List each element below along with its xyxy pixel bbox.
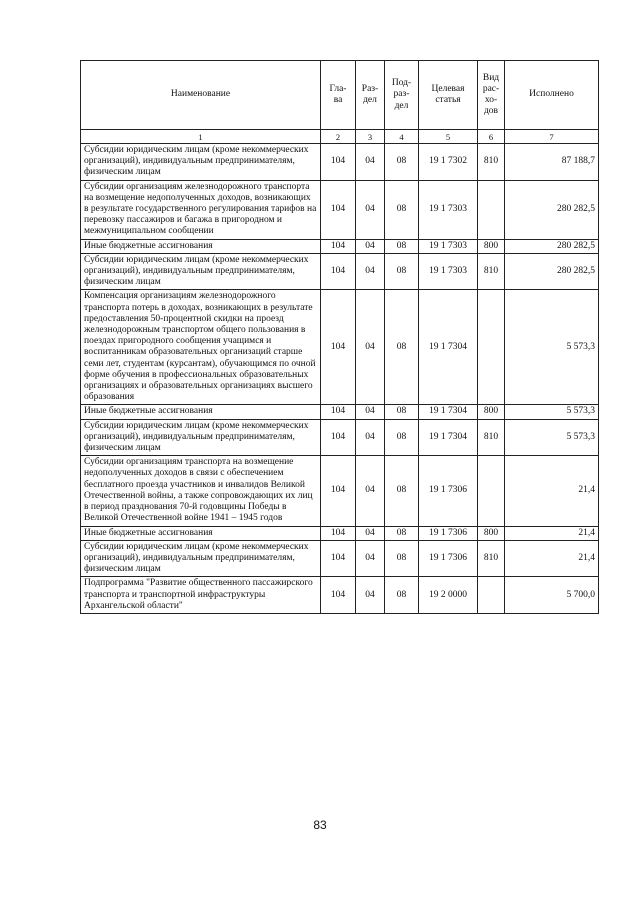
row-section: 04 <box>356 144 385 181</box>
column-number: 7 <box>505 130 599 144</box>
row-target-article: 19 1 7306 <box>419 540 478 577</box>
row-subsection: 08 <box>385 540 419 577</box>
row-name: Субсидии юридическим лицам (кроме некоммерческих организаций), индивидуальным предпринимателям, физическим лицам <box>81 540 321 577</box>
header-name: Наименование <box>81 61 321 130</box>
row-expense-type <box>478 290 505 405</box>
column-number-row <box>81 130 599 144</box>
row-target-article: 19 1 7306 <box>419 456 478 526</box>
table-row <box>81 144 599 181</box>
page-number: 83 <box>313 818 327 832</box>
row-target-article: 19 1 7304 <box>419 290 478 405</box>
row-target-article: 19 1 7304 <box>419 419 478 456</box>
row-expense-type: 810 <box>478 419 505 456</box>
row-name: Субсидии организациям железнодорожного транспорта на возмещение недополученных доходов, возникающих в результате государственного регулирования тарифов на перевозку пассажиров и багажа в пригородном и межмуниципальном сообщении <box>81 180 321 239</box>
row-amount: 21,4 <box>505 526 599 540</box>
column-number: 1 <box>81 130 321 144</box>
table-row <box>81 405 599 419</box>
row-section: 04 <box>356 290 385 405</box>
row-subsection: 08 <box>385 290 419 405</box>
row-subsection: 08 <box>385 239 419 253</box>
row-name: Субсидии юридическим лицам (кроме некоммерческих организаций), индивидуальным предпринимателям, физическим лицам <box>81 253 321 290</box>
row-expense-type: 810 <box>478 540 505 577</box>
row-section: 04 <box>356 239 385 253</box>
header-target-article: Целевая статья <box>419 61 478 130</box>
row-section: 04 <box>356 577 385 614</box>
row-subsection: 08 <box>385 180 419 239</box>
table-row <box>81 290 599 405</box>
row-chapter: 104 <box>321 540 356 577</box>
row-chapter: 104 <box>321 239 356 253</box>
column-number: 4 <box>385 130 419 144</box>
row-amount: 5 573,3 <box>505 290 599 405</box>
row-expense-type <box>478 456 505 526</box>
row-amount: 5 573,3 <box>505 405 599 419</box>
row-chapter: 104 <box>321 456 356 526</box>
row-target-article: 19 1 7303 <box>419 180 478 239</box>
row-amount: 21,4 <box>505 540 599 577</box>
column-number: 6 <box>478 130 505 144</box>
row-subsection: 08 <box>385 405 419 419</box>
column-number: 5 <box>419 130 478 144</box>
row-chapter: 104 <box>321 144 356 181</box>
row-chapter: 104 <box>321 253 356 290</box>
row-target-article: 19 1 7303 <box>419 239 478 253</box>
row-name: Иные бюджетные ассигнования <box>81 405 321 419</box>
row-name: Иные бюджетные ассигнования <box>81 239 321 253</box>
table-row <box>81 239 599 253</box>
table-row <box>81 456 599 526</box>
row-chapter: 104 <box>321 577 356 614</box>
row-expense-type <box>478 577 505 614</box>
row-name: Компенсация организациям железнодорожного транспорта потерь в доходах, возникающих в результате предоставления 50-процентной скидки на проезд железнодорожным транспортом общего пользования в поездах пригородного сообщения учащимся и воспитанникам образовательных организаций старше семи лет, студентам (курсантам), обучающимся по очной форме обучения в профессиональных образовательных организациях и образовательных организациях высшего образования <box>81 290 321 405</box>
row-name: Субсидии юридическим лицам (кроме некоммерческих организаций), индивидуальным предпринимателям, физическим лицам <box>81 419 321 456</box>
table-row <box>81 526 599 540</box>
table-row <box>81 419 599 456</box>
row-amount: 87 188,7 <box>505 144 599 181</box>
column-number: 3 <box>356 130 385 144</box>
header-executed: Исполнено <box>505 61 599 130</box>
table-row <box>81 540 599 577</box>
row-section: 04 <box>356 419 385 456</box>
header-row <box>81 61 599 130</box>
row-target-article: 19 2 0000 <box>419 577 478 614</box>
row-chapter: 104 <box>321 290 356 405</box>
row-subsection: 08 <box>385 253 419 290</box>
row-subsection: 08 <box>385 144 419 181</box>
row-chapter: 104 <box>321 405 356 419</box>
row-name: Подпрограмма "Развитие общественного пассажирского транспорта и транспортной инфраструктуры Архангельской области" <box>81 577 321 614</box>
table-row <box>81 577 599 614</box>
row-target-article: 19 1 7306 <box>419 526 478 540</box>
row-chapter: 104 <box>321 180 356 239</box>
row-subsection: 08 <box>385 577 419 614</box>
row-chapter: 104 <box>321 526 356 540</box>
row-section: 04 <box>356 526 385 540</box>
row-expense-type: 800 <box>478 239 505 253</box>
row-amount: 5 700,0 <box>505 577 599 614</box>
row-expense-type <box>478 180 505 239</box>
row-amount: 21,4 <box>505 456 599 526</box>
row-target-article: 19 1 7302 <box>419 144 478 181</box>
row-amount: 280 282,5 <box>505 239 599 253</box>
header-subsection: Под- раз- дел <box>385 61 419 130</box>
row-section: 04 <box>356 180 385 239</box>
row-name: Иные бюджетные ассигнования <box>81 526 321 540</box>
row-expense-type: 800 <box>478 526 505 540</box>
row-subsection: 08 <box>385 419 419 456</box>
row-expense-type: 810 <box>478 253 505 290</box>
row-amount: 280 282,5 <box>505 253 599 290</box>
row-amount: 280 282,5 <box>505 180 599 239</box>
header-expense-type: Вид рас- хо- дов <box>478 61 505 130</box>
row-expense-type: 810 <box>478 144 505 181</box>
table-row <box>81 180 599 239</box>
row-name: Субсидии юридическим лицам (кроме некоммерческих организаций), индивидуальным предпринимателям, физическим лицам <box>81 144 321 181</box>
row-target-article: 19 1 7303 <box>419 253 478 290</box>
column-number: 2 <box>321 130 356 144</box>
row-section: 04 <box>356 456 385 526</box>
row-subsection: 08 <box>385 526 419 540</box>
row-subsection: 08 <box>385 456 419 526</box>
header-section: Раз- дел <box>356 61 385 130</box>
budget-table <box>80 60 599 614</box>
table-row <box>81 253 599 290</box>
header-chapter: Гла- ва <box>321 61 356 130</box>
row-expense-type: 800 <box>478 405 505 419</box>
row-amount: 5 573,3 <box>505 419 599 456</box>
row-section: 04 <box>356 253 385 290</box>
row-name: Субсидии организациям транспорта на возмещение недополученных доходов в связи с обеспечением бесплатного проезда участников и инвалидов Великой Отечественной войны, а также сопровождающих их лиц в период празднования 70-й годовщины Победы в Великой Отечественной войне 1941 – 1945 годов <box>81 456 321 526</box>
row-section: 04 <box>356 540 385 577</box>
row-section: 04 <box>356 405 385 419</box>
row-chapter: 104 <box>321 419 356 456</box>
row-target-article: 19 1 7304 <box>419 405 478 419</box>
